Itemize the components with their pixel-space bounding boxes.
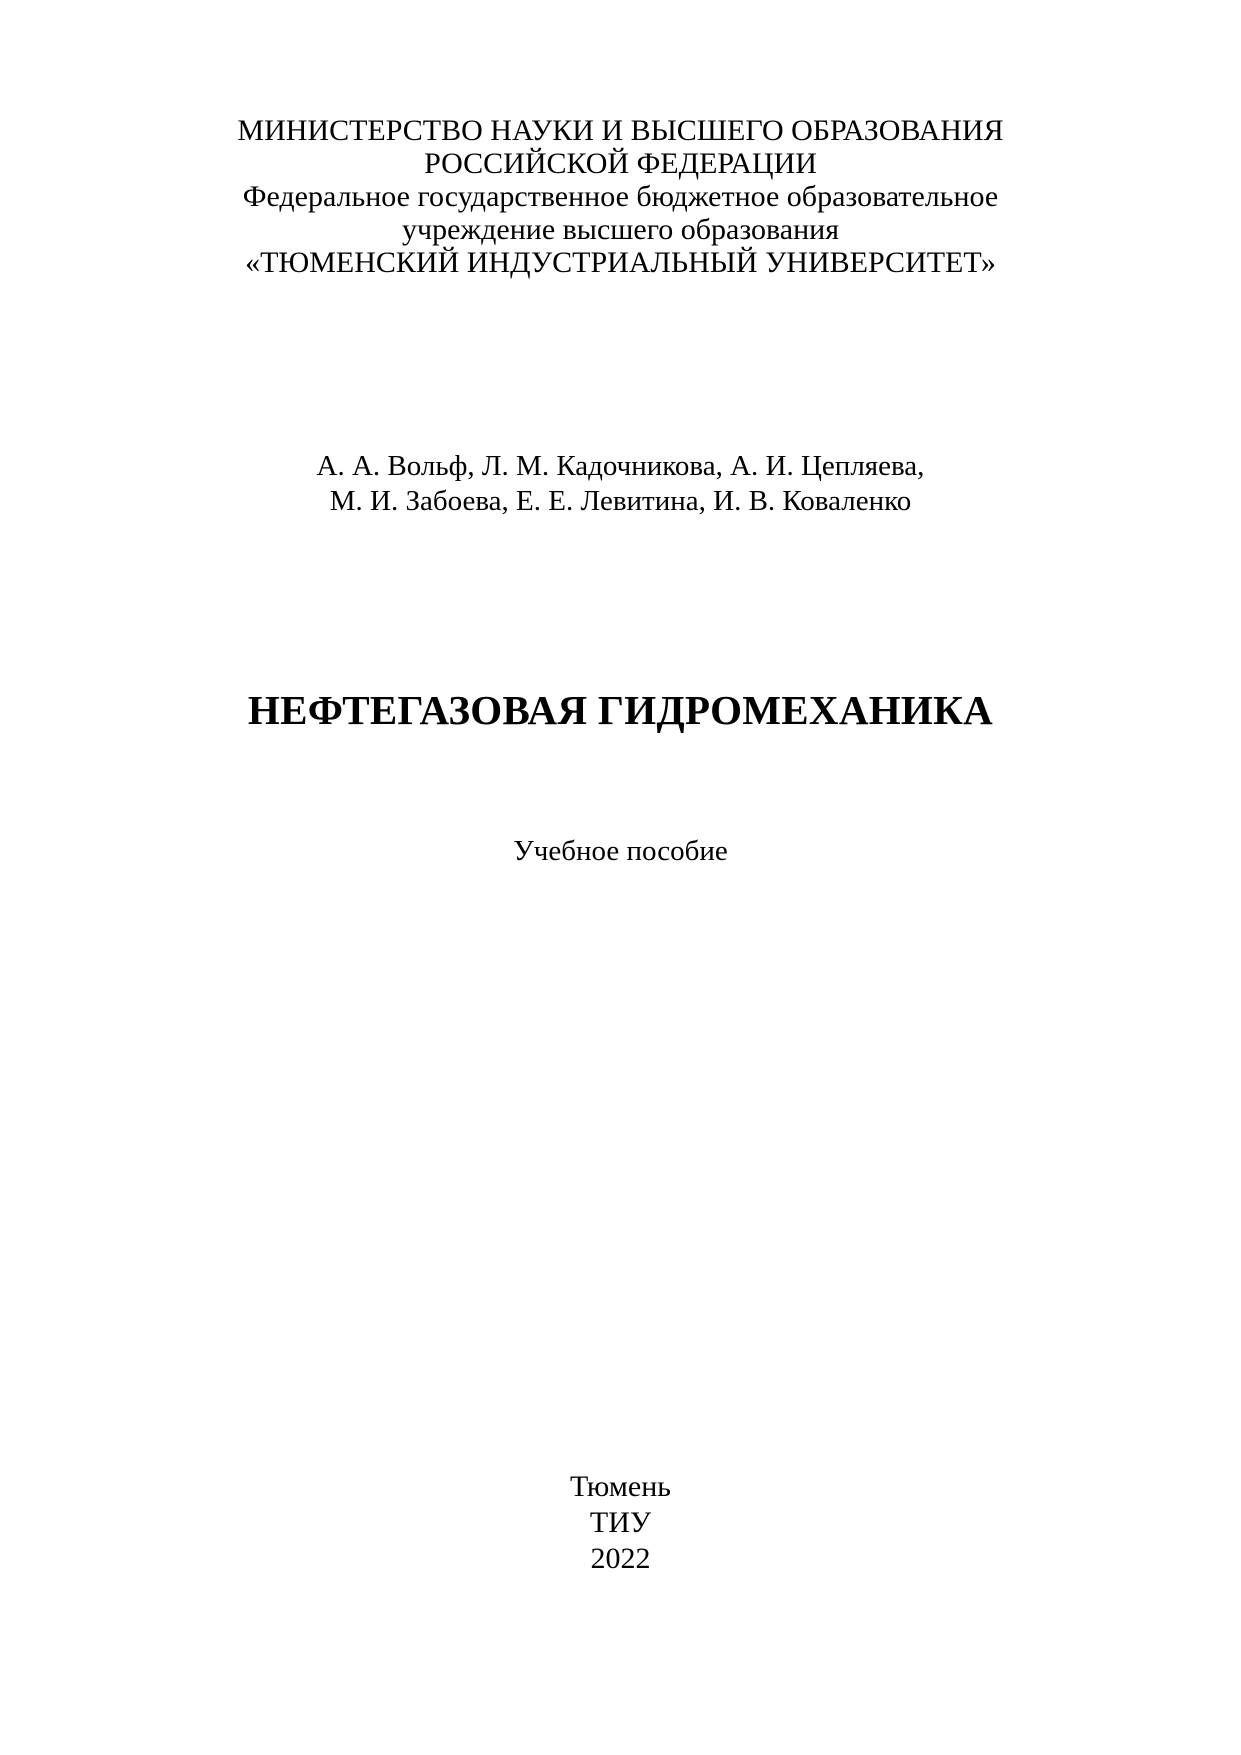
authors-list [0, 449, 1241, 519]
authors-line-2: М. И. Забоева, Е. Е. Левитина, И. В. Коваленко [329, 485, 912, 517]
imprint-city: Тюмень [570, 1470, 671, 1503]
university-name: «ТЮМЕНСКИЙ ИНДУСТРИАЛЬНЫЙ УНИВЕРСИТЕТ» [245, 246, 996, 279]
imprint [0, 1469, 1241, 1577]
institution-header [0, 114, 1241, 279]
institution-type-line-2: учреждение высшего образования [402, 213, 839, 246]
ministry-line-2: РОССИЙСКОЙ ФЕДЕРАЦИИ [424, 147, 817, 180]
authors-line-1: А. А. Вольф, Л. М. Кадочникова, А. И. Цепляева, [316, 450, 925, 482]
book-subtitle: Учебное пособие [513, 835, 728, 867]
imprint-year: 2022 [590, 1542, 651, 1575]
book-title: НЕФТЕГАЗОВАЯ ГИДРОМЕХАНИКА [247, 687, 994, 733]
institution-type-line-1: Федеральное государственное бюджетное образовательное [242, 180, 999, 213]
ministry-line-1: МИНИСТЕРСТВО НАУКИ И ВЫСШЕГО ОБРАЗОВАНИЯ [237, 114, 1004, 147]
imprint-publisher: ТИУ [589, 1506, 652, 1539]
